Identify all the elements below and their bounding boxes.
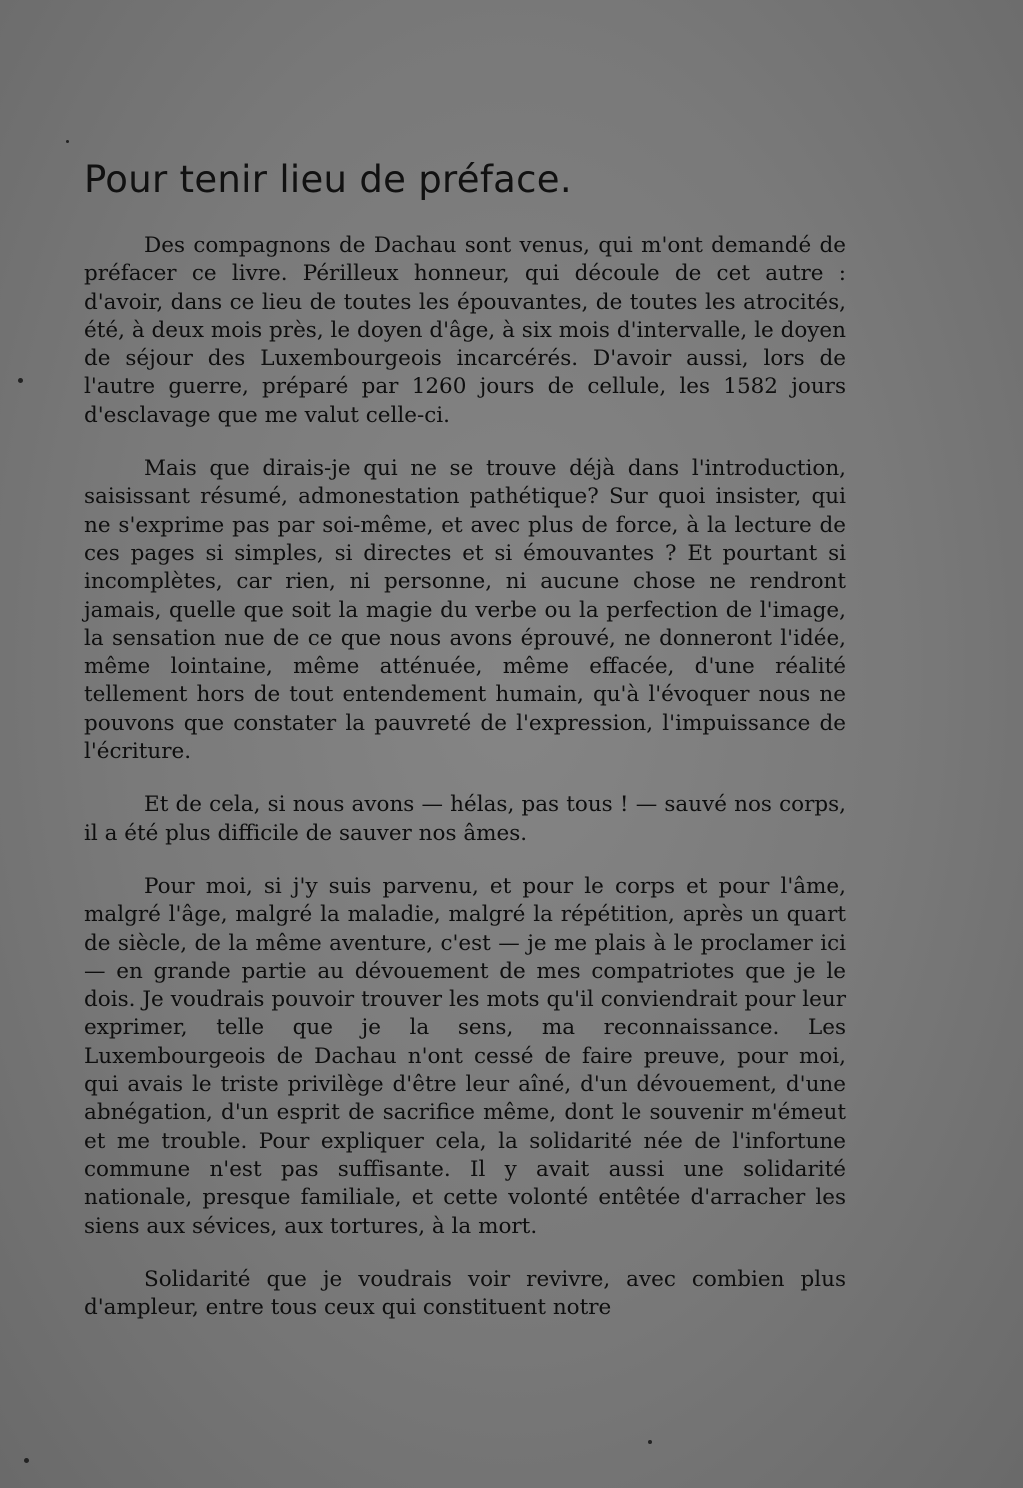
paragraph-2: Mais que dirais-je qui ne se trouve déjà dans l'introduction, saisissant résumé, admonestation pathétique? Sur quoi insister, qui ne s'exprime pas par soi-même, et avec plus de force, à la lecture de ces pages si simples, si directes et si émouvantes ? Et pourtant si incomplètes, car rien, ni personne, ni aucune chose ne rendront jamais, quelle que soit la magie du verbe ou la perfection de l'image, la sensation nue de ce que nous avons éprouvé, ne donneront l'idée, même lointaine, même atténuée, même effacée, d'une réalité tellement hors de tout entendement humain, qu'à l'évoquer nous ne pouvons que constater la pauvreté de l'expression, l'impuissance de l'écriture. bbox=[84, 456, 846, 765]
paragraph-3: Et de cela, si nous avons — hélas, pas tous ! — sauvé nos corps, il a été plus difficile de sauver nos âmes. bbox=[84, 792, 846, 846]
paragraph-4: Pour moi, si j'y suis parvenu, et pour le corps et pour l'âme, malgré l'âge, malgré la maladie, malgré la répétition, après un quart de siècle, de la même aventure, c'est — je me plais à le proclamer ici — en grande partie au dévouement de mes compatriotes que je le dois. Je voudrais pouvoir trouver les mots qu'il conviendrait pour leur exprimer, telle que je la sens, ma reconnaissance. Les Luxembourgeois de Dachau n'ont cessé de faire preuve, pour moi, qui avais le triste privilège d'être leur aîné, d'un dévouement, d'une abnégation, d'un esprit de sacrifice même, dont le souvenir m'émeut et me trouble. Pour expliquer cela, la solidarité née de l'infortune commune n'est pas suffisante. Il y avait aussi une solidarité nationale, presque familiale, et cette volonté entêtée d'arracher les siens aux sévices, aux tortures, à la mort. bbox=[84, 873, 846, 1239]
scan-speck bbox=[648, 1440, 652, 1444]
scan-speck bbox=[66, 140, 69, 143]
paragraph-5: Solidarité que je voudrais voir revivre, avec combien plus d'ampleur, entre tous ceux qui constituent notre bbox=[84, 1266, 846, 1321]
scan-speck bbox=[18, 378, 23, 383]
page-content bbox=[84, 150, 846, 1410]
page-title: Pour tenir lieu de préface. bbox=[84, 158, 572, 201]
paragraph-1: Des compagnons de Dachau sont venus, qui m'ont demandé de préfacer ce livre. Périlleux honneur, qui découle de cet autre : d'avoir, dans ce lieu de toutes les épouvantes, de toutes les atrocités, été, à deux mois près, le doyen d'âge, à six mois d'intervalle, le doyen de séjour des Luxembourgeois incarcérés. D'avoir aussi, lors de l'autre guerre, préparé par 1260 jours de cellule, les 1582 jours d'esclavage que me valut celle-ci. bbox=[84, 233, 846, 428]
scan-speck bbox=[24, 1458, 29, 1463]
